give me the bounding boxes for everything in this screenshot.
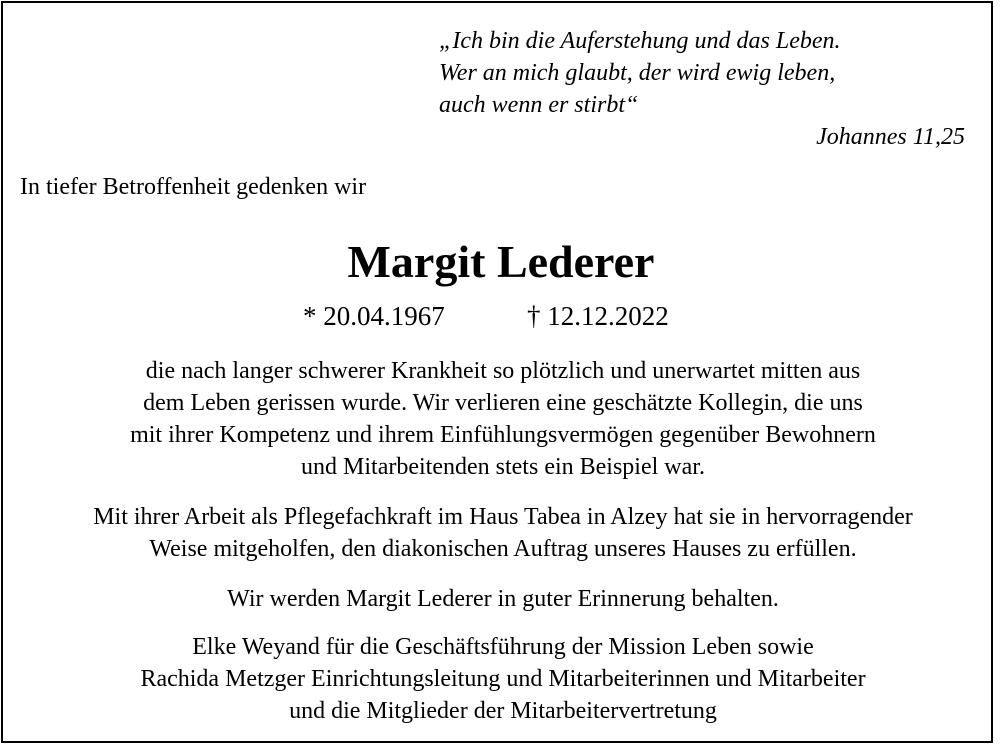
paragraph-line: dem Leben gerissen wurde. Wir verlieren eine geschätzte Kollegin, die uns xyxy=(143,390,863,416)
bible-quote xyxy=(439,25,841,121)
tribute-paragraph xyxy=(3,355,1000,483)
signature-line: Rachida Metzger Einrichtungsleitung und Mitarbeiterinnen und Mitarbeiter xyxy=(140,666,866,692)
work-paragraph xyxy=(3,501,1000,565)
signature-line: Elke Weyand für die Geschäftsführung der Mission Leben sowie xyxy=(192,634,814,660)
quote-line: auch wenn er stirbt“ xyxy=(439,92,639,118)
birth-date: * 20.04.1967 xyxy=(303,301,445,331)
signature-block xyxy=(3,631,1000,727)
intro-text: In tiefer Betroffenheit gedenken wir xyxy=(20,174,367,200)
quote-line: Wer an mich glaubt, der wird ewig leben, xyxy=(439,60,836,86)
signature-line: und die Mitglieder der Mitarbeitervertretung xyxy=(289,698,717,724)
paragraph-line: die nach langer schwerer Krankheit so plötzlich und unerwartet mitten aus xyxy=(145,358,861,384)
remembrance-line xyxy=(3,583,1000,615)
paragraph-line: Weise mitgeholfen, den diakonischen Auftrag unseres Hauses zu erfüllen. xyxy=(149,536,857,562)
obituary-frame xyxy=(1,1,993,743)
deceased-name: Margit Lederer xyxy=(347,236,655,287)
paragraph-line: und Mitarbeitenden stets ein Beispiel war. xyxy=(301,454,705,480)
quote-line: „Ich bin die Auferstehung und das Leben. xyxy=(439,28,841,54)
paragraph-line: mit ihrer Kompetenz und ihrem Einfühlungsvermögen gegenüber Bewohnern xyxy=(130,422,876,448)
quote-source: Johannes 11,25 xyxy=(816,124,965,150)
paragraph-line: Mit ihrer Arbeit als Pflegefachkraft im Haus Tabea in Alzey hat sie in hervorragender xyxy=(93,504,913,530)
paragraph-line: Wir werden Margit Lederer in guter Erinnerung behalten. xyxy=(227,586,779,612)
death-date: † 12.12.2022 xyxy=(527,301,669,331)
